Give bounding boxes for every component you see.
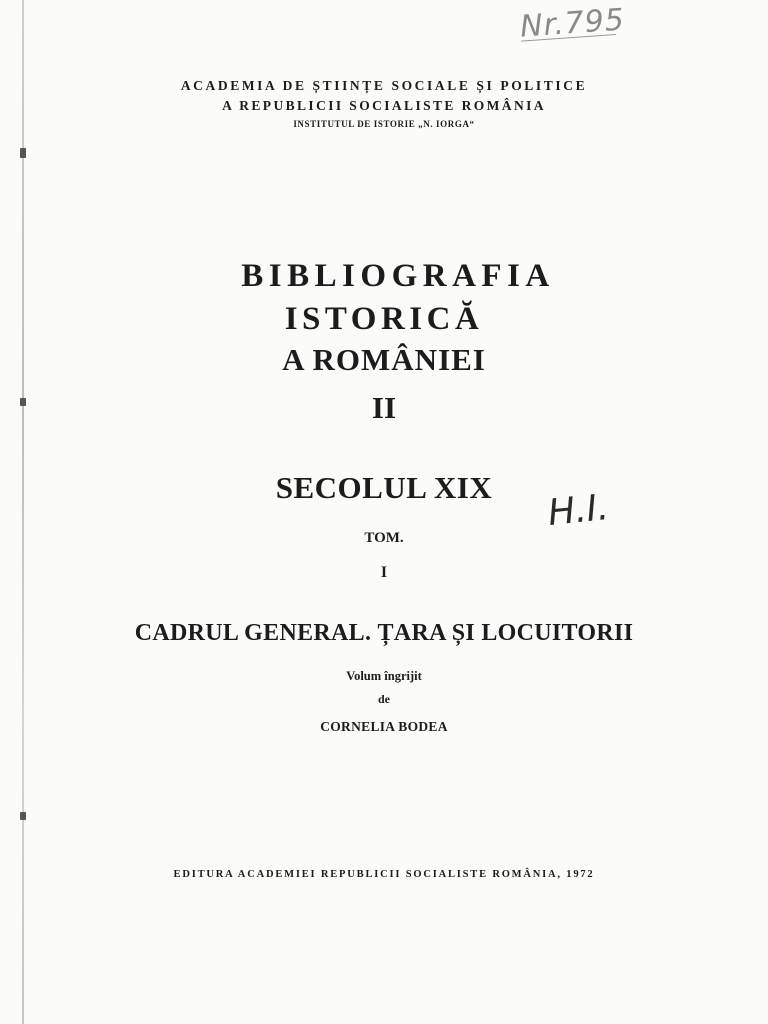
title-line-1: BIBLIOGRAFIA [241, 258, 555, 294]
by-label: de [378, 692, 390, 706]
century-heading: SECOLUL XIX [275, 470, 493, 505]
handwritten-call-mark: H.I. [546, 486, 611, 535]
tome-number: I [380, 564, 388, 581]
editor-name: CORNELIA BODEA [320, 719, 448, 734]
edited-by-label: Volum îngrijit [346, 669, 422, 683]
handwritten-inventory-number [519, 2, 627, 45]
binding-mark [20, 148, 26, 158]
publisher-line: EDITURA ACADEMIEI REPUBLICII SOCIALISTE ROMÂNIA, 1972 [173, 869, 595, 880]
academy-name-line-1: ACADEMIA DE ȘTIINȚE SOCIALE ȘI POLITICE [180, 78, 588, 93]
tome-subtitle: CADRUL GENERAL. ȚARA ȘI LOCUITORII [134, 620, 634, 646]
title-line-2: ISTORICĂ [284, 301, 484, 337]
binding-mark [20, 812, 26, 820]
title-line-3: A ROMÂNIEI [282, 342, 486, 377]
academy-name-line-2: A REPUBLICII SOCIALISTE ROMÂNIA [222, 98, 546, 113]
tome-label: TOM. [364, 530, 404, 546]
inventory-number-text: Nr.795 [519, 2, 627, 45]
volume-number: II [371, 390, 397, 425]
institute-name: INSTITUTUL DE ISTORIE „N. IORGA“ [293, 119, 475, 129]
